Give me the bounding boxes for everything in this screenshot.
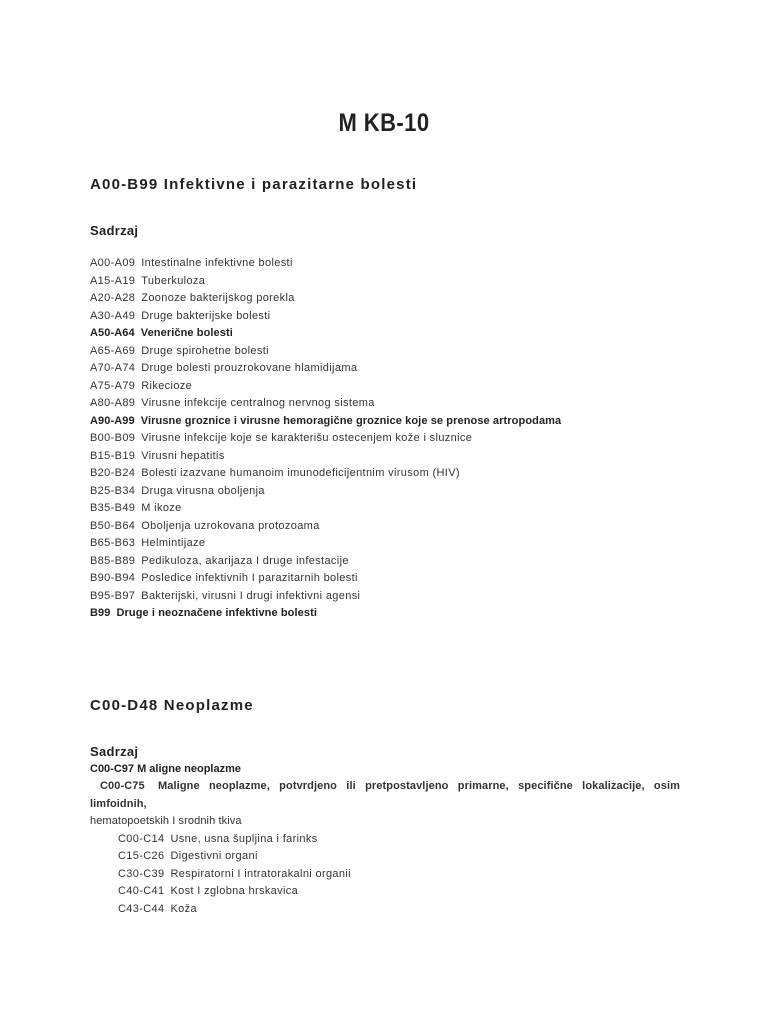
- item-label: Tuberkuloza: [141, 274, 206, 287]
- item-code: B25-B34: [90, 484, 136, 497]
- list-item: [90, 308, 690, 326]
- item-code: A15-A19: [90, 274, 136, 287]
- item-code: B00-B09: [90, 432, 136, 444]
- group-line: C00-C97 M aligne neoplazme: [90, 763, 241, 775]
- item-label: Kost I zglobna hrskavica: [170, 885, 299, 897]
- item-code: B50-B64: [90, 519, 136, 532]
- item-label: Druge spirohetne bolesti: [141, 344, 269, 357]
- content-label: Sadrzaj: [90, 744, 139, 759]
- section-heading: A00-B99 Infektivne i parazitarne bolesti: [90, 176, 418, 193]
- list-item: [90, 343, 690, 361]
- item-code: B15-B19: [90, 449, 136, 462]
- description-line-1: Maligne neoplazme, potvrdjeno ili pretpostavljeno primarne, specifične lokalizacije, osim limfoidnih,: [90, 780, 680, 810]
- list-item: [90, 290, 690, 308]
- item-code: C15-C26: [118, 850, 165, 862]
- list-item: [90, 500, 690, 518]
- list-item: [90, 413, 690, 431]
- item-label: Oboljenja uzrokovana protozoama: [141, 519, 320, 532]
- list-item: [90, 553, 690, 571]
- list-item: [90, 325, 690, 343]
- item-code: A65-A69: [90, 344, 136, 357]
- list-item: [118, 848, 690, 866]
- item-label: Pedikuloza, akarijaza I druge infestacije: [141, 554, 349, 567]
- item-label: Druga virusna oboljenja: [141, 484, 265, 497]
- item-label: Helmintijaze: [141, 537, 206, 549]
- list-item: [90, 535, 690, 553]
- section-infectious-diseases: [90, 176, 690, 623]
- item-label: Intestinalne infektivne bolesti: [141, 257, 293, 269]
- list-item: [90, 448, 690, 466]
- section-neoplasms: [90, 697, 690, 918]
- item-code: A00-A09: [90, 257, 136, 269]
- description-code: C00-C75: [100, 780, 145, 792]
- list-item: [90, 570, 690, 588]
- section-heading: C00-D48 Neoplazme: [90, 697, 254, 714]
- list-item: [118, 883, 690, 901]
- item-label: Usne, usna šupljina i farinks: [170, 832, 318, 845]
- item-label: Posledice infektivnih I parazitarnih bolesti: [141, 572, 358, 584]
- item-label: Druge bakterijske bolesti: [141, 309, 271, 322]
- item-label: Rikecioze: [141, 379, 193, 392]
- subcategory-list: [90, 831, 690, 919]
- description-line-2: hematopoetskih I srodnih tkiva: [90, 815, 242, 827]
- item-label: Bolesti izazvane humanoim imunodeficijentnim virusom (HIV): [141, 467, 460, 479]
- item-code: A20-A28: [90, 292, 136, 304]
- item-label: Digestivni organi: [170, 850, 258, 862]
- list-item: [90, 255, 690, 273]
- list-item: [118, 831, 690, 849]
- item-code: B95-B97: [90, 589, 136, 602]
- item-label: Virusni hepatitis: [141, 449, 225, 462]
- item-code: B35-B49: [90, 502, 136, 514]
- item-label: Druge i neoznačene infektivne bolesti: [116, 607, 318, 619]
- list-item: [90, 273, 690, 291]
- item-code: C40-C41: [118, 885, 165, 897]
- item-label: Koža: [170, 902, 197, 915]
- item-code: B85-B89: [90, 554, 136, 567]
- item-code: A30-A49: [90, 309, 136, 322]
- list-item: [90, 483, 690, 501]
- item-label: Druge bolesti prouzrokovane hlamidijama: [141, 362, 358, 374]
- item-code: B65-B63: [90, 537, 136, 549]
- item-label: M ikoze: [141, 502, 182, 514]
- item-label: Zoonoze bakterijskog porekla: [141, 292, 295, 304]
- list-item: [90, 430, 690, 448]
- item-label: Venerične bolesti: [140, 327, 233, 339]
- item-code: A75-A79: [90, 379, 136, 392]
- item-label: Virusne groznice i virusne hemoragične groznice koje se prenose artropodama: [140, 414, 562, 427]
- item-code: C00-C14: [118, 832, 165, 845]
- item-code: A90-A99: [90, 414, 135, 427]
- list-item: [90, 605, 690, 623]
- item-code: A70-A74: [90, 362, 136, 374]
- category-list: [90, 255, 690, 623]
- list-item: [118, 866, 690, 884]
- content-label: Sadrzaj: [90, 223, 139, 238]
- item-label: Bakterijski, virusni I drugi infektivni agensi: [141, 589, 361, 602]
- document-title: M KB-10: [338, 108, 430, 137]
- list-item: [90, 588, 690, 606]
- item-code: A50-A64: [90, 327, 135, 339]
- item-label: Respiratorni I intratorakalni organii: [170, 867, 351, 880]
- item-code: B20-B24: [90, 467, 136, 479]
- item-code: B90-B94: [90, 572, 136, 584]
- list-item: [90, 395, 690, 413]
- list-item: [90, 378, 690, 396]
- item-code: C30-C39: [118, 867, 165, 880]
- list-item: [90, 360, 690, 378]
- group-description: [90, 778, 680, 831]
- item-label: Virusne infekcije koje se karakterišu ostecenjem kože i sluznice: [141, 432, 473, 444]
- list-item: [90, 518, 690, 536]
- list-item: [118, 901, 690, 919]
- item-label: Virusne infekcije centralnog nervnog sistema: [141, 397, 375, 409]
- item-code: A80-A89: [90, 397, 136, 409]
- list-item: [90, 465, 690, 483]
- item-code: C43-C44: [118, 902, 165, 915]
- item-code: B99: [90, 607, 111, 619]
